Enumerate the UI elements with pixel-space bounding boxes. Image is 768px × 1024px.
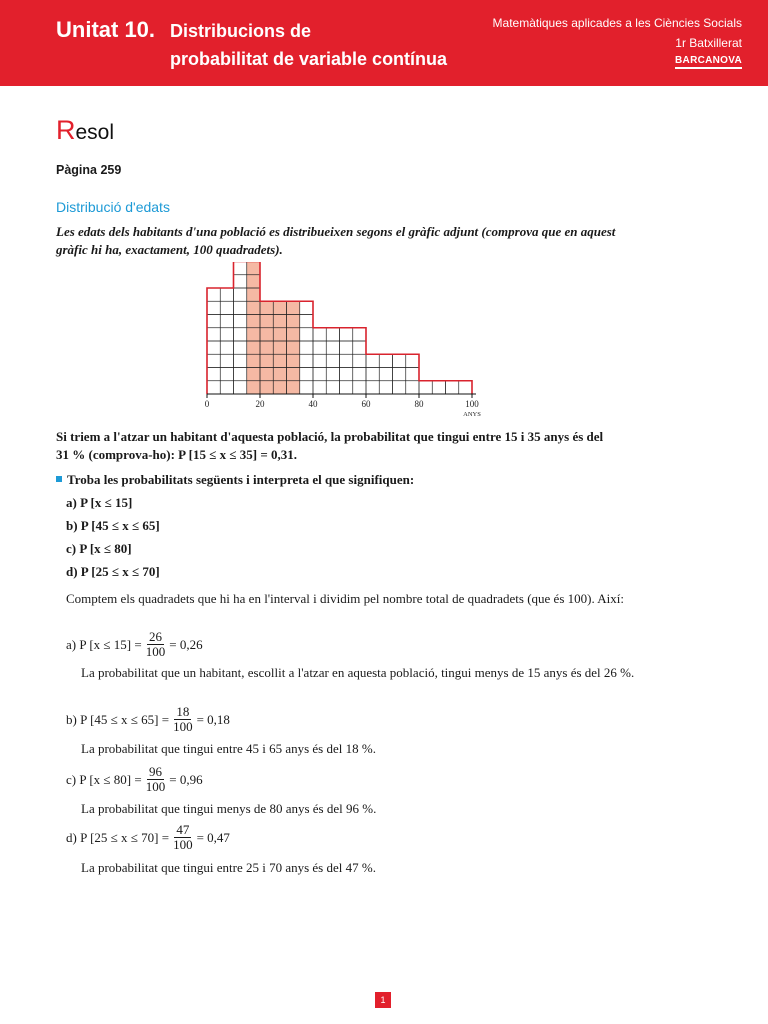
grid-cell — [300, 315, 313, 328]
x-tick-label-100: 100 — [465, 399, 479, 409]
histogram-ticks-layer — [205, 394, 481, 418]
unit-title-line2: probabilitat de variable contínua — [170, 49, 448, 69]
answer-a-lhs: a) P [x ≤ 15] = — [66, 636, 142, 652]
statement-line2a: 31 % (comprova-ho): — [56, 447, 179, 462]
answer-c-rhs: = 0,96 — [169, 771, 203, 787]
grid-cell — [207, 288, 220, 301]
statement-line2b: P [15 ≤ x ≤ 35] = 0,31. — [178, 447, 297, 462]
x-axis-label: ANYS — [463, 411, 481, 418]
grid-cell — [207, 328, 220, 341]
grid-cell — [313, 328, 326, 341]
grid-cell — [207, 341, 220, 354]
answer-d — [66, 823, 230, 852]
statement-line1: Si triem a l'atzar un habitant d'aquesta població, la probabilitat que tingui entre 15 i 35 anys és del — [56, 429, 604, 444]
grid-cell — [220, 301, 233, 314]
grid-cell — [353, 341, 366, 354]
answer-d-rhs: = 0,47 — [196, 829, 230, 845]
grid-cell — [379, 381, 392, 394]
answer-c-lhs: c) P [x ≤ 80] = — [66, 771, 142, 787]
task-instruction — [56, 472, 414, 488]
fraction-denominator: 100 — [145, 644, 166, 659]
answer-a — [66, 630, 203, 659]
answer-a-fraction — [146, 630, 166, 659]
grid-cell — [353, 368, 366, 381]
fraction-denominator: 100 — [173, 719, 193, 734]
task-item-b: b) P [45 ≤ x ≤ 65] — [66, 518, 160, 533]
grid-cell — [406, 368, 419, 381]
publisher-logo: BARCANOVA — [675, 55, 742, 69]
fraction-numerator: 26 — [148, 629, 162, 644]
x-tick-label-40: 40 — [308, 399, 318, 409]
grid-cell — [313, 341, 326, 354]
fraction-numerator: 18 — [176, 704, 190, 719]
grid-cell — [300, 368, 313, 381]
answer-c-explanation: La probabilitat que tingui menys de 80 anys és del 96 %. — [81, 801, 377, 816]
grid-cell — [353, 354, 366, 367]
x-tick-label-20: 20 — [255, 399, 265, 409]
grid-cell — [300, 301, 313, 314]
grid-cell — [220, 315, 233, 328]
grid-cell — [300, 341, 313, 354]
task-label: Troba les probabilitats següents i interpreta el que signifiquen: — [67, 472, 415, 487]
grid-cell — [220, 288, 233, 301]
age-histogram — [195, 262, 495, 422]
bullet-square-icon — [56, 476, 62, 482]
unit-number: Unitat 10. — [56, 17, 156, 42]
grid-cell — [207, 301, 220, 314]
course-label: 1r Batxillerat — [675, 36, 742, 50]
answer-d-fraction — [173, 823, 193, 852]
x-tick-label-80: 80 — [414, 399, 424, 409]
grid-cell — [207, 381, 220, 394]
grid-cell — [366, 381, 379, 394]
page-number: 1 — [375, 992, 391, 1008]
answer-d-explanation: La probabilitat que tingui entre 25 i 70 anys és del 47 %. — [81, 860, 376, 875]
fraction-numerator: 96 — [148, 764, 162, 779]
fraction-numerator: 47 — [176, 822, 190, 837]
grid-cell — [313, 354, 326, 367]
grid-cell — [207, 368, 220, 381]
grid-cell — [326, 328, 339, 341]
grid-cell — [234, 354, 247, 367]
answer-a-explanation: La probabilitat que un habitant, escollit a l'atzar en aquesta població, tingui menys de 15 anys és del 26 %. — [81, 665, 635, 680]
subsection-title: Distribució d'edats — [56, 199, 170, 215]
grid-cell — [353, 328, 366, 341]
grid-cell — [326, 368, 339, 381]
grid-cell — [353, 381, 366, 394]
answer-b — [66, 705, 230, 734]
grid-cell — [220, 354, 233, 367]
x-tick-label-60: 60 — [361, 399, 371, 409]
subject-label: Matemàtiques aplicades a les Ciències Socials — [492, 16, 742, 30]
grid-cell — [234, 301, 247, 314]
grid-cell — [234, 328, 247, 341]
answer-c-fraction — [146, 765, 166, 794]
grid-cell — [406, 354, 419, 367]
grid-cell — [234, 368, 247, 381]
grid-cell — [340, 354, 353, 367]
grid-cell — [234, 262, 247, 275]
answer-b-lhs: b) P [45 ≤ x ≤ 65] = — [66, 711, 170, 727]
page-header — [0, 0, 768, 86]
grid-cell — [366, 368, 379, 381]
grid-cell — [432, 381, 445, 394]
grid-cell — [220, 381, 233, 394]
grid-cell — [234, 315, 247, 328]
x-tick-label-0: 0 — [204, 399, 210, 409]
grid-cell — [340, 341, 353, 354]
task-item-c: c) P [x ≤ 80] — [66, 541, 132, 556]
grid-cell — [459, 381, 472, 394]
section-heading-initial: R — [56, 115, 76, 145]
grid-cell — [340, 328, 353, 341]
grid-cell — [313, 368, 326, 381]
grid-cell — [207, 354, 220, 367]
solution-intro: Comptem els quadradets que hi ha en l'interval i dividim pel nombre total de quadradets (que és 100). Així: — [66, 591, 624, 606]
page-reference: Pàgina 259 — [56, 163, 122, 177]
exercise-intro: Les edats dels habitants d'una població es distribueixen segons el gràfic adjunt (comprova que en aquest gràfic hi ha, exactament, 100 quadradets). — [56, 224, 616, 257]
grid-cell — [379, 368, 392, 381]
answer-b-rhs: = 0,18 — [196, 711, 230, 727]
grid-cell — [326, 354, 339, 367]
grid-cell — [234, 341, 247, 354]
grid-cell — [300, 328, 313, 341]
grid-cell — [207, 315, 220, 328]
answer-c — [66, 765, 203, 794]
grid-cell — [446, 381, 459, 394]
grid-cell — [393, 368, 406, 381]
section-heading — [56, 115, 114, 146]
grid-cell — [234, 275, 247, 288]
example-statement — [56, 428, 646, 464]
unit-title-line1: Distribucions de — [170, 21, 312, 41]
section-heading-rest: esol — [75, 121, 115, 144]
fraction-denominator: 100 — [145, 779, 166, 794]
answer-b-fraction — [173, 705, 193, 734]
grid-cell — [313, 381, 326, 394]
grid-cell — [406, 381, 419, 394]
grid-cell — [234, 381, 247, 394]
answer-a-rhs: = 0,26 — [169, 636, 203, 652]
grid-cell — [379, 354, 392, 367]
grid-cell — [300, 354, 313, 367]
grid-cell — [393, 354, 406, 367]
grid-cell — [300, 381, 313, 394]
task-item-a: a) P [x ≤ 15] — [66, 495, 133, 510]
highlight-bar-3 — [260, 301, 300, 394]
task-item-d: d) P [25 ≤ x ≤ 70] — [66, 564, 160, 579]
fraction-denominator: 100 — [173, 837, 193, 852]
grid-cell — [366, 354, 379, 367]
grid-cell — [340, 368, 353, 381]
grid-cell — [220, 341, 233, 354]
answer-d-lhs: d) P [25 ≤ x ≤ 70] = — [66, 829, 170, 845]
grid-cell — [234, 288, 247, 301]
grid-cell — [220, 328, 233, 341]
answer-b-explanation: La probabilitat que tingui entre 45 i 65 anys és del 18 %. — [81, 741, 376, 756]
grid-cell — [393, 381, 406, 394]
grid-cell — [220, 368, 233, 381]
grid-cell — [326, 341, 339, 354]
grid-cell — [419, 381, 432, 394]
grid-cell — [326, 381, 339, 394]
grid-cell — [340, 381, 353, 394]
